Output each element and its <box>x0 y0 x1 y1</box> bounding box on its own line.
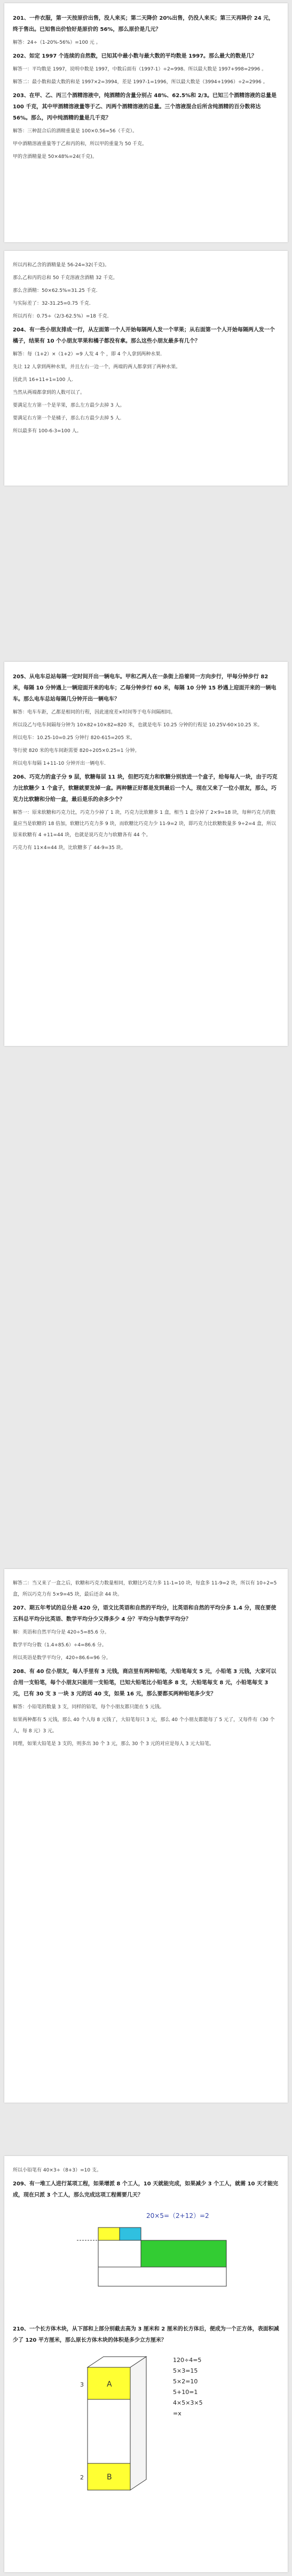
note-3: 5×2=10 <box>173 2378 198 2385</box>
white-block <box>98 2240 141 2267</box>
page-1-content <box>13 13 279 163</box>
answer-text: 所以电车每隔 1+11-10 分钟开出一辆电车. <box>13 761 106 766</box>
dim-top: 3 <box>80 2381 84 2388</box>
question-text: 204、有一些小朋友排成一行，从左面第一个人开始每隔两人发一个苹果；从右面第一个人开始每隔两人发一个橘子，结果有 10 个小朋友苹果和橘子都没有拿。那么这些小朋友最多有几个？ <box>13 327 275 344</box>
middle-cube <box>88 2399 130 2463</box>
answer-text: 解答：三种混合后的酒精重量是 100×0.56=56（千克）。 <box>13 129 138 134</box>
question-text: 203、在甲、乙、丙三个酒精溶液中，纯酒精的含量分别占 48%、62.5%和 2/3。已知三个酒精溶液的总量是 100 千克，其中甲酒精溶液量等于乙、丙两个酒精溶液的总量。三个溶液混合后所含纯酒精的百分数将达 56%。那么，丙中纯酒精的量是几千克？ <box>13 93 277 121</box>
answer-text: 所以丙有：0.75÷（2/3-62.5%）=18 千克. <box>13 314 109 319</box>
answer-text: 与实际差了：32-31.25=0.75 千克. <box>13 301 91 306</box>
answer-text: 解答一：原来软糖和巧克力比，巧克力少掉了 1 块，巧克力比软糖多 1 盒，相当 1 盒分掉了 2×9=18 块，每种巧克力的数量应当是软糖的 18 倍加，软糖比巧克力多 9 块，而软糖比巧克力少 11-9=2 块，即巧克力比软糖数量多 9÷2=4 盒，所以原来软糖有 4 +11=44 块，也就是说巧克力与软糖各有 44 个。 <box>13 810 277 838</box>
note-6: =x <box>173 2410 181 2417</box>
answer-text: 因此共 16+11+1=100 人. <box>13 377 74 383</box>
cuboid-side <box>130 2357 146 2490</box>
label-a: A <box>107 2380 112 2389</box>
question-text: 208、有 40 位小朋友，每人手里有 3 元钱，商店里有两种铅笔，大铅笔每支 5 元，小铅笔 3 元钱，大家可以合用一支铅笔，每个小朋友只能用一支铅笔，已知大铅笔比小铅笔多 8 支，大铅笔每支 8 元，小铅笔每支 3 元，已有 30 支 3 一块 3 元的话 40 支，如果 16 元，那么要都买两种铅笔多少支？ <box>13 1669 277 1697</box>
answer-text: 如果两种都有 5 元钱，那么 40 个人每 8 元钱了，大铅笔每只 3 元，那么 40 个小朋友都能每了 5 元了，又每件有（30 个人，每 8 元）3 元。 <box>13 1717 275 1734</box>
green-block <box>141 2240 226 2267</box>
answer-text: 所以英语是数学平均分，420÷86.6=96 分。 <box>13 1655 111 1661</box>
page-1 <box>4 3 288 242</box>
answer-text: 解答：电车车距，乙都是相同的行程，因此速度差×时间等于电车间隔相同。 <box>13 710 176 715</box>
question-text: 205、从电车总站每隔一定时间开出一辆电车。甲和乙两人在一条街上沿着同一方向步行，甲每分钟步行 82 米，每隔 10 分钟遇上一辆迎面开来的电车；乙每分钟步行 60 米，每隔 10 分钟 15 秒遇上迎面开来的一辆电车。那么电车总站每隔几分钟开出一辆电车？ <box>13 674 277 702</box>
answer-text: 解答一：平均数是 1997，说明中数是 1997，中数后面有（1997-1）÷2=998。所以最大数是 1997+998=2996 。 <box>13 67 267 72</box>
answer-text: 解答二：最小数和最大数的和是 1997×2=3994，差是 1997-1=1996，所以最大数是（3994+1996）÷2=2996 。 <box>13 80 268 85</box>
answer-text: 所以最多有 100-6-3=100 人。 <box>13 429 82 434</box>
answer-text: 巧克力有 11×4=44 块，比软糖多了 44-9=35 块。 <box>13 845 126 851</box>
question-text: 202、如定 1997 个连续的自然数，已知其中最小数与最大数的平均数是 1997。那么最大的数是几？ <box>13 53 257 59</box>
note-4: 5+10=1 <box>173 2389 198 2396</box>
answer-text: 甲中酒精溶液重量等于乙和丙的和，所以甲的重量为 50 千克。 <box>13 141 147 147</box>
rectangle-diagram-svg <box>13 2206 279 2318</box>
cuboid-diagram-svg <box>13 2351 279 2533</box>
page-4-content <box>13 1578 279 1750</box>
yellow-block <box>98 2228 120 2240</box>
answer-text: 甲的含酒精量是 50×48%=24(千克)。 <box>13 154 97 160</box>
answer-text: 所以小铅笔有 40×3÷（8+3）=10 支。 <box>13 2168 101 2173</box>
answer-text: 所以电车：10.25-10=0.25 分钟行 820-615=205 米。 <box>13 735 135 741</box>
page-3 <box>4 662 288 1046</box>
question-text: 209、有一堆工人进行某项工程，如果增派 8 个工人，10 天就能完成，如果减少 3 个工人，就需 10 天才能完成，现在只派 3 个工人，那么完成这项工程需要几天？ <box>13 2181 278 2198</box>
answer-text: 解答二：当又来了一盒之后，软糖和巧克力数量相同，软糖比巧克力多 11-1=10 块，每盒多 11-9=2 块，所以有 10÷2=5 盒，所以巧克力有 5×9=45 块，最后还余 44 块。 <box>13 1581 277 1597</box>
answer-text: 同理，如果大铅笔是 3 支的，则多出 30 个 3 元，那么 30 个 3 元的对应是每人 3 元大铅笔。 <box>13 1741 215 1747</box>
answer-text: 解答：小铅笔的数量 3 支，同样的铅笔，每个小朋友都只能在 5 元钱。 <box>13 1705 164 1710</box>
answer-text: 解：英语和自然平均分是 420÷5=85.6 分。 <box>13 1630 109 1635</box>
answer-text: 所以丙和乙含的酒精量是 56-24=32(千克)。 <box>13 263 110 268</box>
label-b: B <box>107 2473 112 2482</box>
rectangle-diagram <box>13 2206 279 2318</box>
page-3-content <box>13 671 279 854</box>
bottom-block <box>98 2267 226 2286</box>
answer-text: 要满足左方第一个是苹果，那么左方最少去掉 3 人。 <box>13 403 125 408</box>
question-text: 207、期五年考试的总分是 420 分，语文比英语和自然的平均分，比英语和自然的平均分多 1.4 分，现在要使五科总平均分比英语、数学平均分少又得多少 4 分？平均分与数学平均分？ <box>13 1605 277 1622</box>
answer-text: 解答：24÷（1-20%-56%）=100 元 。 <box>13 40 101 45</box>
answer-text: 要满足右方第一个是橘子，那么右方最少去掉 5 人. <box>13 416 122 421</box>
question-text: 206、巧克力的盒子分 9 层，软糖每层 11 块，但把巧克力和软糖分别放进一个盒子，给每每人一块，由于巧克力比软糖少 1 个盒子，软糖就要发掉一盒。两种糖正好都是发到最后一个人，现在又来了一位小朋友，那么，巧克力比软糖和分给一盒，最后是乐的余多少个？ <box>13 774 278 803</box>
answer-text: 当然从两端都拿到的人数可以了。 <box>13 390 85 395</box>
diagram-formula: 20×5=（2+12）=2 <box>146 2212 209 2220</box>
note-1: 120÷4=5 <box>173 2357 202 2364</box>
answer-text: 解答：每（1+2）×（1+2）=9 人发 4 个 ，即 4 个人拿到两种水果. <box>13 352 162 357</box>
answer-text: 那么乙和丙的总和 50 千克溶液含酒精 32 千克。 <box>13 275 118 281</box>
cyan-block <box>120 2228 141 2240</box>
page-5-content-b <box>13 2324 279 2346</box>
page-2 <box>4 251 288 486</box>
answer-text: 先让 12 人拿到两种水果，并且左右一边一个，两端的两人都拿到了两种水果。 <box>13 364 181 370</box>
answer-text: 数学平均分数（1.4+85.6）÷4=86.6 分。 <box>13 1643 107 1648</box>
cuboid-diagram <box>13 2351 279 2533</box>
note-5: 4×5×3×5 <box>173 2399 203 2406</box>
question-text: 210、一个长方体木块，从下部和上部分别截去高为 3 厘米和 2 厘米的长方体后，便成为一个正方体，表面积减少了 120 平方厘米，那么原长方体木块的体积是多少立方厘米？ <box>13 2326 279 2343</box>
page-2-content <box>13 260 279 437</box>
answer-text: 等行驶 820 米的电车间距需要 820÷205×0.25=1 分钟。 <box>13 748 140 754</box>
page-5 <box>4 2156 288 2572</box>
page-5-content <box>13 2165 279 2201</box>
note-2: 5×3=15 <box>173 2367 198 2374</box>
answer-text: 所以设乙与电车间隔每分钟为 10×82+10×82=820 米，也就是电车 10.25 分钟的行程是 10.25V-60×10.25 米。 <box>13 723 263 728</box>
page-4 <box>4 1569 288 2103</box>
dim-bottom: 2 <box>80 2474 84 2481</box>
question-text: 201、一件衣服，第一天按原价出售，没人来买；第二天降价 20%出售，仍没人来买；第三天再降价 24 元，终于售出。已知售出价恰好是原价的 56%，那么原价是几元？ <box>13 15 274 33</box>
answer-text: 那么含酒精：50×62.5%=31.25 千克. <box>13 288 98 294</box>
